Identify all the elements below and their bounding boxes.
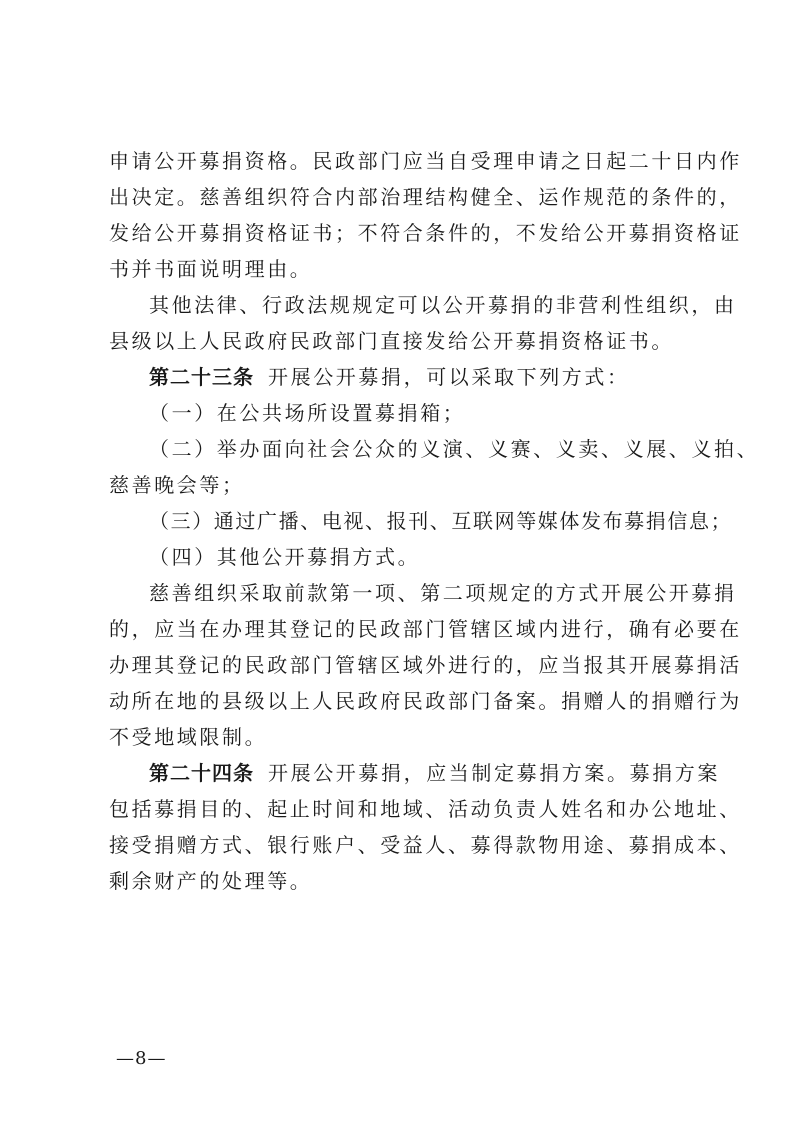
text-line: 动所在地的县级以上人民政府民政部门备案。捐赠人的捐赠行为 — [109, 689, 742, 713]
list-item — [109, 431, 760, 503]
text-line: （二）举办面向社会公众的义演、义赛、义卖、义展、义拍、 — [149, 437, 760, 461]
list-item — [109, 539, 693, 575]
text-line: 接受捐赠方式、银行账户、受益人、募得款物用途、募捐成本、 — [109, 833, 742, 857]
text-line: 慈善晚会等； — [109, 473, 245, 497]
text-line: 不受地域限制。 — [109, 725, 268, 749]
text-line: （一）在公共场所设置募捐箱； — [149, 401, 466, 425]
article-text: 开展公开募捐，应当制定募捐方案。募捐方案 — [268, 761, 720, 785]
text-line: （四）其他公开募捐方式。 — [149, 545, 421, 569]
paragraph — [109, 287, 737, 359]
article-23 — [109, 359, 693, 395]
article-24 — [109, 755, 742, 899]
text-line: 包括募捐目的、起止时间和地域、活动负责人姓名和办公地址、 — [109, 797, 742, 821]
text-line: 的，应当在办理其登记的民政部门管辖区域内进行，确有必要在 — [109, 617, 742, 641]
text-line — [109, 755, 720, 791]
text-line: （三）通过广播、电视、报刊、互联网等媒体发布募捐信息； — [149, 509, 733, 533]
text-line: 县级以上人民政府民政部门直接发给公开募捐资格证书。 — [109, 329, 674, 353]
text-line — [109, 359, 693, 395]
text-line: 出决定。慈善组织符合内部治理结构健全、运作规范的条件的， — [109, 185, 742, 209]
paragraph — [109, 575, 742, 755]
text-line: 申请公开募捐资格。民政部门应当自受理申请之日起二十日内作 — [109, 149, 742, 173]
article-text: 开展公开募捐，可以采取下列方式： — [268, 365, 630, 389]
text-line: 办理其登记的民政部门管辖区域外进行的，应当报其开展募捐活 — [109, 653, 742, 677]
text-line: 剩余财产的处理等。 — [109, 869, 313, 893]
text-line: 慈善组织采取前款第一项、第二项规定的方式开展公开募捐 — [149, 581, 737, 605]
article-heading: 第二十四条 — [149, 761, 254, 785]
paragraph — [109, 143, 742, 287]
text-line: 发给公开募捐资格证书；不符合条件的，不发给公开募捐资格证 — [109, 221, 742, 245]
text-line: 书并书面说明理由。 — [109, 257, 313, 281]
list-item — [109, 503, 733, 539]
body-text — [109, 143, 760, 899]
article-heading: 第二十三条 — [149, 365, 254, 389]
list-item — [109, 395, 693, 431]
text-line: 其他法律、行政法规规定可以公开募捐的非营利性组织，由 — [149, 293, 737, 317]
page-number: —8— — [116, 1048, 167, 1069]
